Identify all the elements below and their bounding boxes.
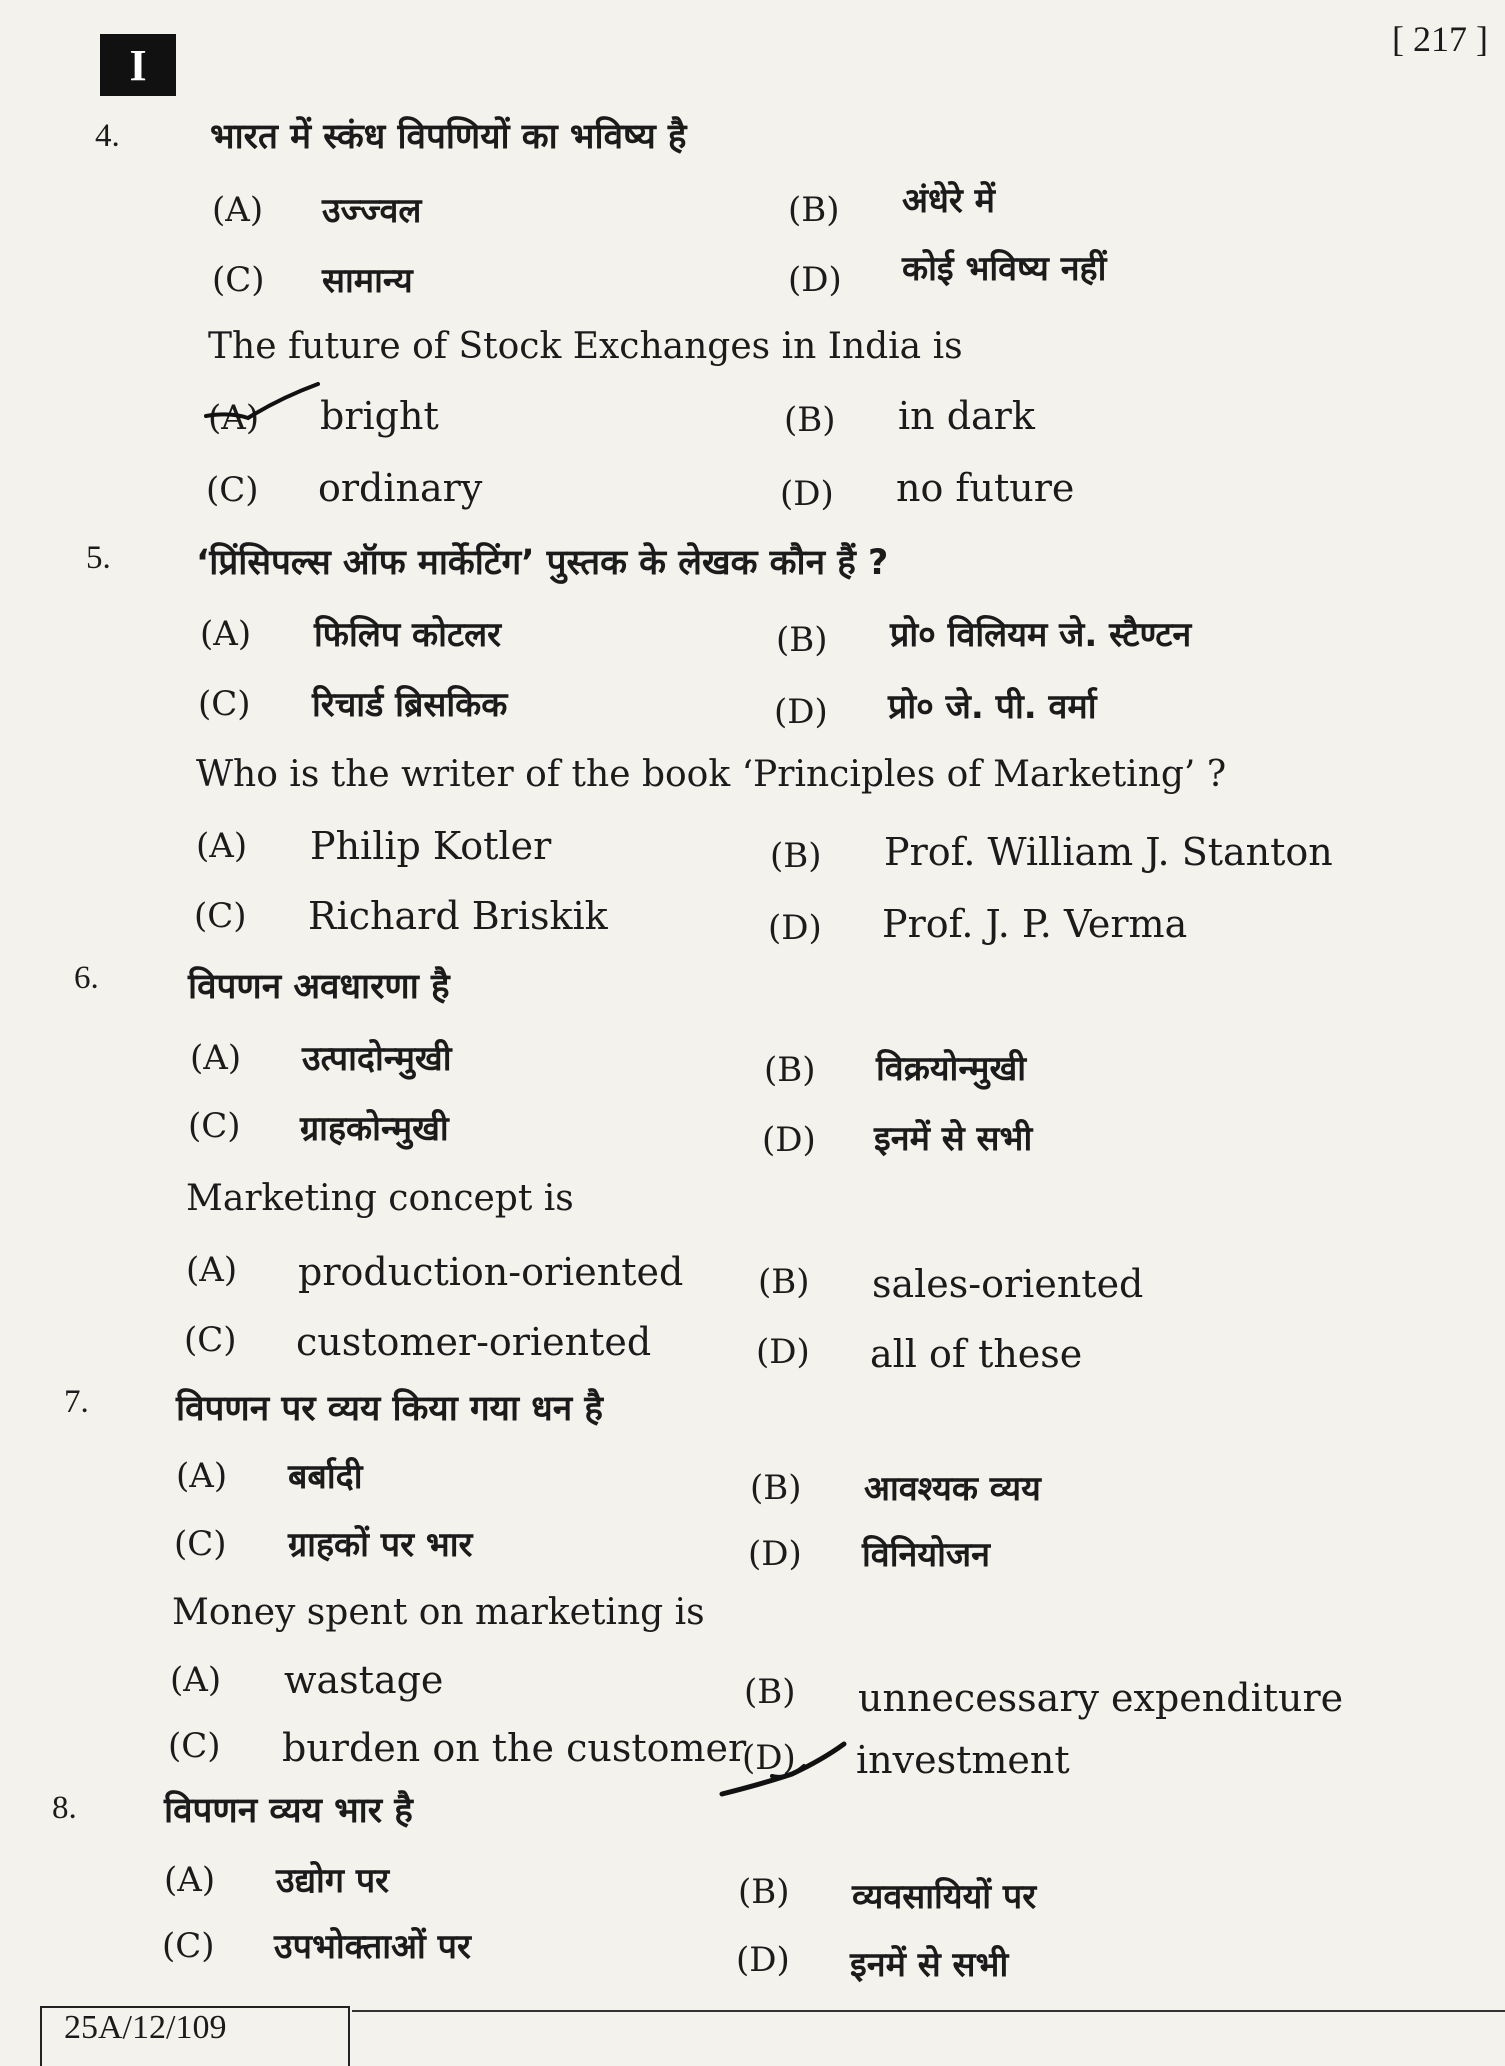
option-text-hindi: उपभोक्ताओं पर	[274, 1927, 471, 1967]
option-text-english: production-oriented	[298, 1250, 684, 1294]
option-text-hindi: अंधेरे में	[902, 181, 995, 221]
option-text-hindi: विक्रयोन्मुखी	[876, 1049, 1027, 1089]
question-number: 5.	[86, 540, 111, 576]
option-text-hindi: कोई भविष्य नहीं	[902, 249, 1107, 289]
option-text-english: no future	[896, 466, 1075, 510]
option-label: (A)	[196, 826, 248, 866]
option-label: (A)	[170, 1660, 222, 1700]
option-text-english: burden on the customer	[282, 1726, 747, 1770]
question-number: 4.	[95, 118, 120, 154]
option-label: (C)	[162, 1926, 215, 1966]
question-text-hindi: भारत में स्कंध विपणियों का भविष्य है	[210, 117, 687, 157]
option-text-hindi: रिचार्ड ब्रिसकिक	[312, 685, 508, 725]
option-text-english: Richard Briskik	[308, 894, 608, 938]
option-label: (B)	[750, 1468, 802, 1508]
option-text-english: wastage	[284, 1658, 444, 1702]
question-text-hindi: विपणन पर व्यय किया गया धन है	[176, 1389, 603, 1429]
option-text-english: ordinary	[318, 466, 483, 510]
option-text-hindi: उज्ज्वल	[322, 191, 422, 231]
option-label: (B)	[776, 620, 828, 660]
option-label: (D)	[774, 692, 828, 732]
option-text-hindi: इनमें से सभी	[850, 1945, 1009, 1985]
option-label: (D)	[780, 474, 834, 514]
option-text-english: sales-oriented	[872, 1262, 1144, 1306]
option-label: (C)	[168, 1726, 221, 1766]
section-tag: I	[100, 34, 176, 96]
option-label: (B)	[758, 1262, 810, 1302]
option-text-hindi: आवश्यक व्यय	[864, 1469, 1041, 1509]
option-label: (C)	[206, 470, 259, 510]
option-label: (A)	[208, 398, 260, 438]
option-text-hindi: उत्पादोन्मुखी	[302, 1039, 452, 1079]
option-label: (A)	[200, 614, 252, 654]
option-text-english: Prof. William J. Stanton	[884, 830, 1333, 874]
option-label: (A)	[212, 190, 264, 230]
question-number: 8.	[52, 1790, 77, 1826]
option-text-hindi: सामान्य	[322, 261, 413, 301]
option-text-hindi: विनियोजन	[862, 1535, 991, 1575]
question-text-hindi: विपणन व्यय भार है	[164, 1791, 413, 1831]
option-text-hindi: इनमें से सभी	[874, 1119, 1033, 1159]
option-label: (B)	[744, 1672, 796, 1712]
option-label: (D)	[742, 1738, 796, 1778]
option-label: (D)	[736, 1940, 790, 1980]
option-label: (A)	[190, 1038, 242, 1078]
option-label: (C)	[184, 1320, 237, 1360]
option-label: (C)	[212, 260, 265, 300]
question-text-hindi: ‘प्रिंसिपल्स ऑफ मार्केटिंग’ पुस्तक के लेखक कौन हैं ?	[196, 543, 889, 583]
option-text-english: investment	[856, 1738, 1070, 1782]
question-number: 6.	[74, 960, 99, 996]
option-label: (C)	[198, 684, 251, 724]
option-text-english: bright	[320, 394, 439, 438]
option-label: (B)	[738, 1872, 790, 1912]
option-text-hindi: प्रो० जे. पी. वर्मा	[888, 687, 1097, 727]
paper-code: 25A/12/109	[40, 2006, 350, 2066]
option-text-english: unnecessary expenditure	[858, 1676, 1344, 1720]
option-label: (B)	[788, 190, 840, 230]
answer-tick-mark	[200, 378, 330, 438]
option-label: (A)	[186, 1250, 238, 1290]
answer-tick-mark	[712, 1736, 852, 1816]
option-text-english: Philip Kotler	[310, 824, 552, 868]
option-label: (D)	[756, 1332, 810, 1372]
option-label: (D)	[768, 908, 822, 948]
option-text-hindi: ग्राहकों पर भार	[288, 1525, 473, 1565]
option-label: (A)	[164, 1860, 216, 1900]
option-text-english: in dark	[898, 394, 1035, 438]
question-text-english: Marketing concept is	[186, 1178, 574, 1219]
option-label: (A)	[176, 1456, 228, 1496]
footer-rule	[352, 2010, 1505, 2012]
option-text-hindi: उद्योग पर	[276, 1861, 390, 1901]
question-text-hindi: विपणन अवधारणा है	[188, 967, 450, 1007]
option-text-hindi: प्रो० विलियम जे. स्टैण्टन	[890, 615, 1192, 655]
question-text-english: The future of Stock Exchanges in India is	[208, 326, 963, 367]
option-label: (D)	[762, 1120, 816, 1160]
option-text-hindi: फिलिप कोटलर	[314, 615, 502, 655]
question-text-english: Money spent on marketing is	[172, 1592, 705, 1633]
question-number: 7.	[64, 1384, 89, 1420]
option-text-hindi: बर्बादी	[288, 1457, 363, 1497]
option-label: (D)	[788, 260, 842, 300]
option-label: (B)	[784, 400, 836, 440]
option-text-hindi: व्यवसायियों पर	[852, 1877, 1037, 1917]
option-text-hindi: ग्राहकोन्मुखी	[300, 1109, 449, 1149]
option-text-english: customer-oriented	[296, 1320, 652, 1364]
option-label: (C)	[174, 1524, 227, 1564]
option-label: (D)	[748, 1534, 802, 1574]
option-label: (C)	[194, 896, 247, 936]
option-label: (C)	[188, 1106, 241, 1146]
page-number: [ 217 ]	[1392, 19, 1488, 59]
option-text-english: Prof. J. P. Verma	[882, 902, 1188, 946]
option-text-english: all of these	[870, 1332, 1083, 1376]
option-label: (B)	[770, 836, 822, 876]
question-text-english: Who is the writer of the book ‘Principles of Marketing’ ?	[196, 754, 1227, 795]
option-label: (B)	[764, 1050, 816, 1090]
